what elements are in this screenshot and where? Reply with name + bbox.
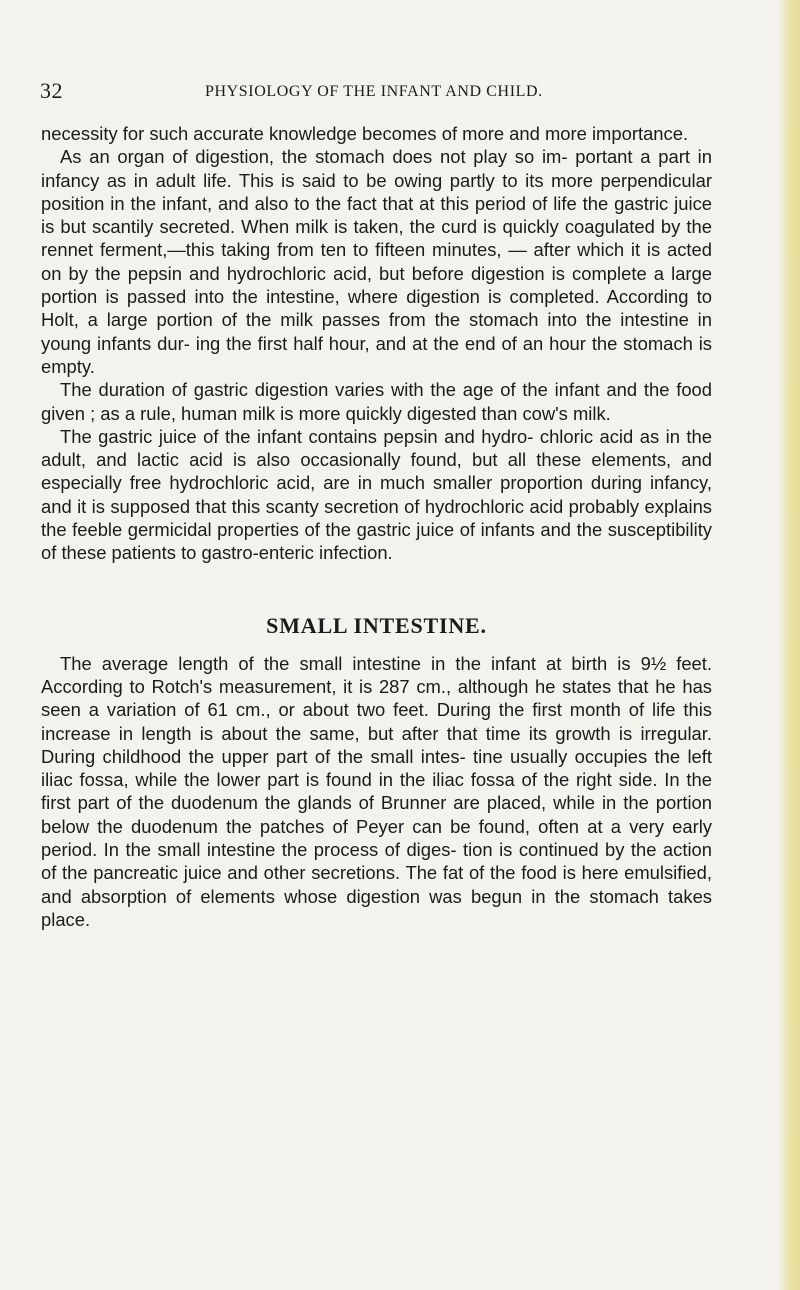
body-text	[41, 122, 712, 931]
section-heading: SMALL INTESTINE.	[266, 612, 487, 638]
paragraph-gastric-juice: The gastric juice of the infant contains pepsin and hydro- chloric acid as in the adult, and lactic acid is also occasionally found, but all these elements, and especially free hydrochloric acid, are in much smaller proportion during infancy, and it is supposed that this scanty secretion of hydrochloric acid probably explains the feeble germicidal properties of the gastric juice of infants and the susceptibility of these patients to gastro-enteric infection.	[41, 425, 712, 564]
page-number: 32	[40, 78, 63, 103]
paragraph-stomach-digestion: As an organ of digestion, the stomach does not play so im- portant a part in infancy as in adult life. This is said to be owing partly to its more perpendicular position in the infant, and also to the fact that at this period of life the gastric juice is but scantily secreted. When milk is taken, the curd is quickly coagulated by the rennet ferment,—this taking from ten to fifteen minutes, — after which it is acted on by the pepsin and hydrochloric acid, but before digestion is complete a large portion is passed into the intestine, where digestion is completed. According to Holt, a large portion of the milk passes from the stomach into the intestine in young infants dur- ing the first half hour, and at the end of an hour the stomach is empty.	[41, 146, 712, 377]
running-head	[40, 78, 700, 108]
paragraph-continuation: necessity for such accurate knowledge becomes of more and more importance.	[41, 123, 689, 144]
running-title: PHYSIOLOGY OF THE INFANT AND CHILD.	[205, 83, 543, 100]
paragraph-gastric-duration: The duration of gastric digestion varies with the age of the infant and the food given ; as a rule, human milk is more quickly digested than cow's milk.	[41, 379, 712, 424]
paragraph-small-intestine: The average length of the small intestine in the infant at birth is 9½ feet. According to Rotch's measurement, it is 287 cm., although he states that he has seen a variation of 61 cm., or about two feet. During the first month of life this increase in length is about the same, but after that time its growth is irregular. During childhood the upper part of the small intes- tine usually occupies the left iliac fossa, while the lower part is found in the iliac fossa of the right side. In the first part of the duodenum the glands of Brunner are placed, while in the portion below the duodenum the patches of Peyer can be found, often at a very early period. In the small intestine the process of diges- tion is continued by the action of the pancreatic juice and other secretions. The fat of the food is here emulsified, and absorption of elements whose digestion was begun in the stomach takes place.	[41, 652, 712, 930]
page-edge	[778, 0, 800, 1290]
